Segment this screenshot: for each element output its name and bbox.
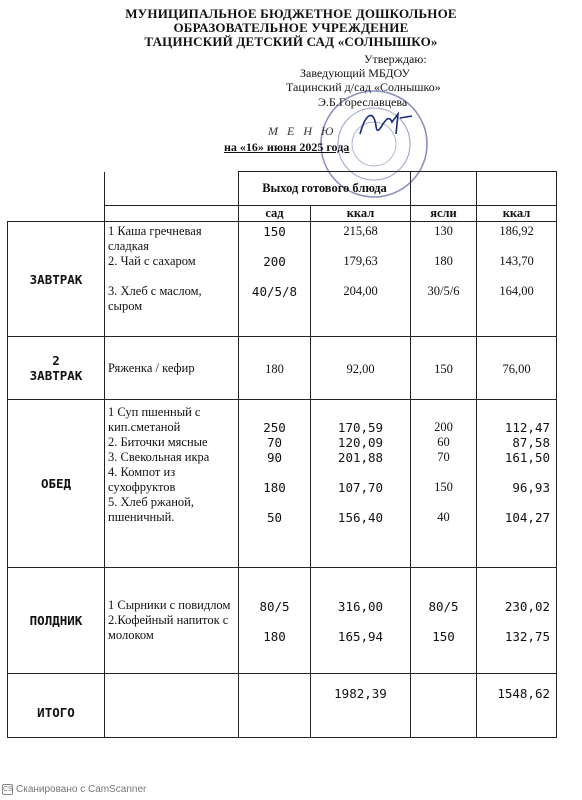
org-header-line-3: ТАЦИНСКИЙ ДЕТСКИЙ САД «СОЛНЫШКО» bbox=[144, 34, 438, 49]
yasli-breakfast: 130 180 30/5/6 bbox=[411, 222, 477, 337]
kcal-sad-snack: 316,00 165,94 bbox=[311, 568, 411, 674]
total-kcal-sad: 1982,39 bbox=[311, 674, 411, 738]
menu-title: М Е Н Ю bbox=[268, 124, 337, 138]
table-row-lunch bbox=[8, 400, 557, 568]
yield-header: Выход готового блюда bbox=[239, 172, 411, 206]
yasli-snack: 80/5 150 bbox=[411, 568, 477, 674]
approval-name: Э.Б.Гореславцева bbox=[318, 95, 408, 109]
kcal-yasli-lunch: 112,47 87,58 161,50 96,93 104,27 bbox=[477, 400, 557, 568]
kcal-yasli-snack: 230,02 132,75 bbox=[477, 568, 557, 674]
kcal-yasli-breakfast: 186,92 143,70 164,00 bbox=[477, 222, 557, 337]
yasli-lunch: 200 60 70 150 40 bbox=[411, 400, 477, 568]
sad-breakfast2: 180 bbox=[239, 337, 311, 400]
kcal-sad-lunch: 170,59 120,09 201,88 107,70 156,40 bbox=[311, 400, 411, 568]
dishes-breakfast2: Ряженка / кефир bbox=[105, 337, 239, 400]
meal-breakfast2: 2 ЗАВТРАК bbox=[8, 337, 105, 400]
col-kcal-yasli: ккал bbox=[477, 206, 557, 222]
meal-snack: ПОЛДНИК bbox=[8, 568, 105, 674]
menu-date: на «16» июня 2025 года bbox=[224, 140, 350, 154]
table-row-total bbox=[8, 674, 557, 738]
org-header-line-1: МУНИЦИПАЛЬНОЕ БЮДЖЕТНОЕ ДОШКОЛЬНОЕ bbox=[125, 6, 457, 21]
total-kcal-yasli: 1548,62 bbox=[477, 674, 557, 738]
sad-snack: 80/5 180 bbox=[239, 568, 311, 674]
sad-lunch: 250 70 90 180 50 bbox=[239, 400, 311, 568]
yasli-breakfast2: 150 bbox=[411, 337, 477, 400]
approval-org: Тацинский д/сад «Солнышко» bbox=[286, 80, 441, 94]
menu-table bbox=[7, 171, 557, 738]
col-yasli: ясли bbox=[411, 206, 477, 222]
org-header-line-2: ОБРАЗОВАТЕЛЬНОЕ УЧРЕЖДЕНИЕ bbox=[173, 20, 409, 35]
table-header-row bbox=[8, 172, 557, 206]
approval-label: Утверждаю: bbox=[364, 52, 427, 66]
meal-lunch: ОБЕД bbox=[8, 400, 105, 568]
total-label: ИТОГО bbox=[8, 674, 105, 738]
meal-breakfast: ЗАВТРАК bbox=[8, 222, 105, 337]
table-row-snack bbox=[8, 568, 557, 674]
signature bbox=[352, 104, 422, 144]
dishes-breakfast: 1 Каша гречневая сладкая 2. Чай с сахаром 3. Хлеб с маслом, сыром bbox=[105, 222, 239, 337]
table-row-breakfast2 bbox=[8, 337, 557, 400]
kcal-sad-breakfast: 215,68 179,63 204,00 bbox=[311, 222, 411, 337]
kcal-yasli-breakfast2: 76,00 bbox=[477, 337, 557, 400]
col-kcal-sad: ккал bbox=[311, 206, 411, 222]
kcal-sad-breakfast2: 92,00 bbox=[311, 337, 411, 400]
col-sad: сад bbox=[239, 206, 311, 222]
dishes-lunch: 1 Суп пшенный с кип.сметаной 2. Биточки мясные 3. Свекольная икра 4. Компот из сухофруктов 5. Хлеб ржаной, пшеничный. bbox=[105, 400, 239, 568]
camscanner-footer bbox=[2, 784, 146, 795]
approval-position: Заведующий МБДОУ bbox=[300, 66, 411, 80]
table-subheader-row bbox=[8, 206, 557, 222]
dishes-snack: 1 Сырники с повидлом 2.Кофейный напиток с молоком bbox=[105, 568, 239, 674]
sad-breakfast: 150 200 40/5/8 bbox=[239, 222, 311, 337]
camscanner-text: Сканировано с CamScanner bbox=[16, 784, 147, 795]
camscanner-icon: CS bbox=[3, 786, 13, 793]
table-row-breakfast bbox=[8, 222, 557, 337]
